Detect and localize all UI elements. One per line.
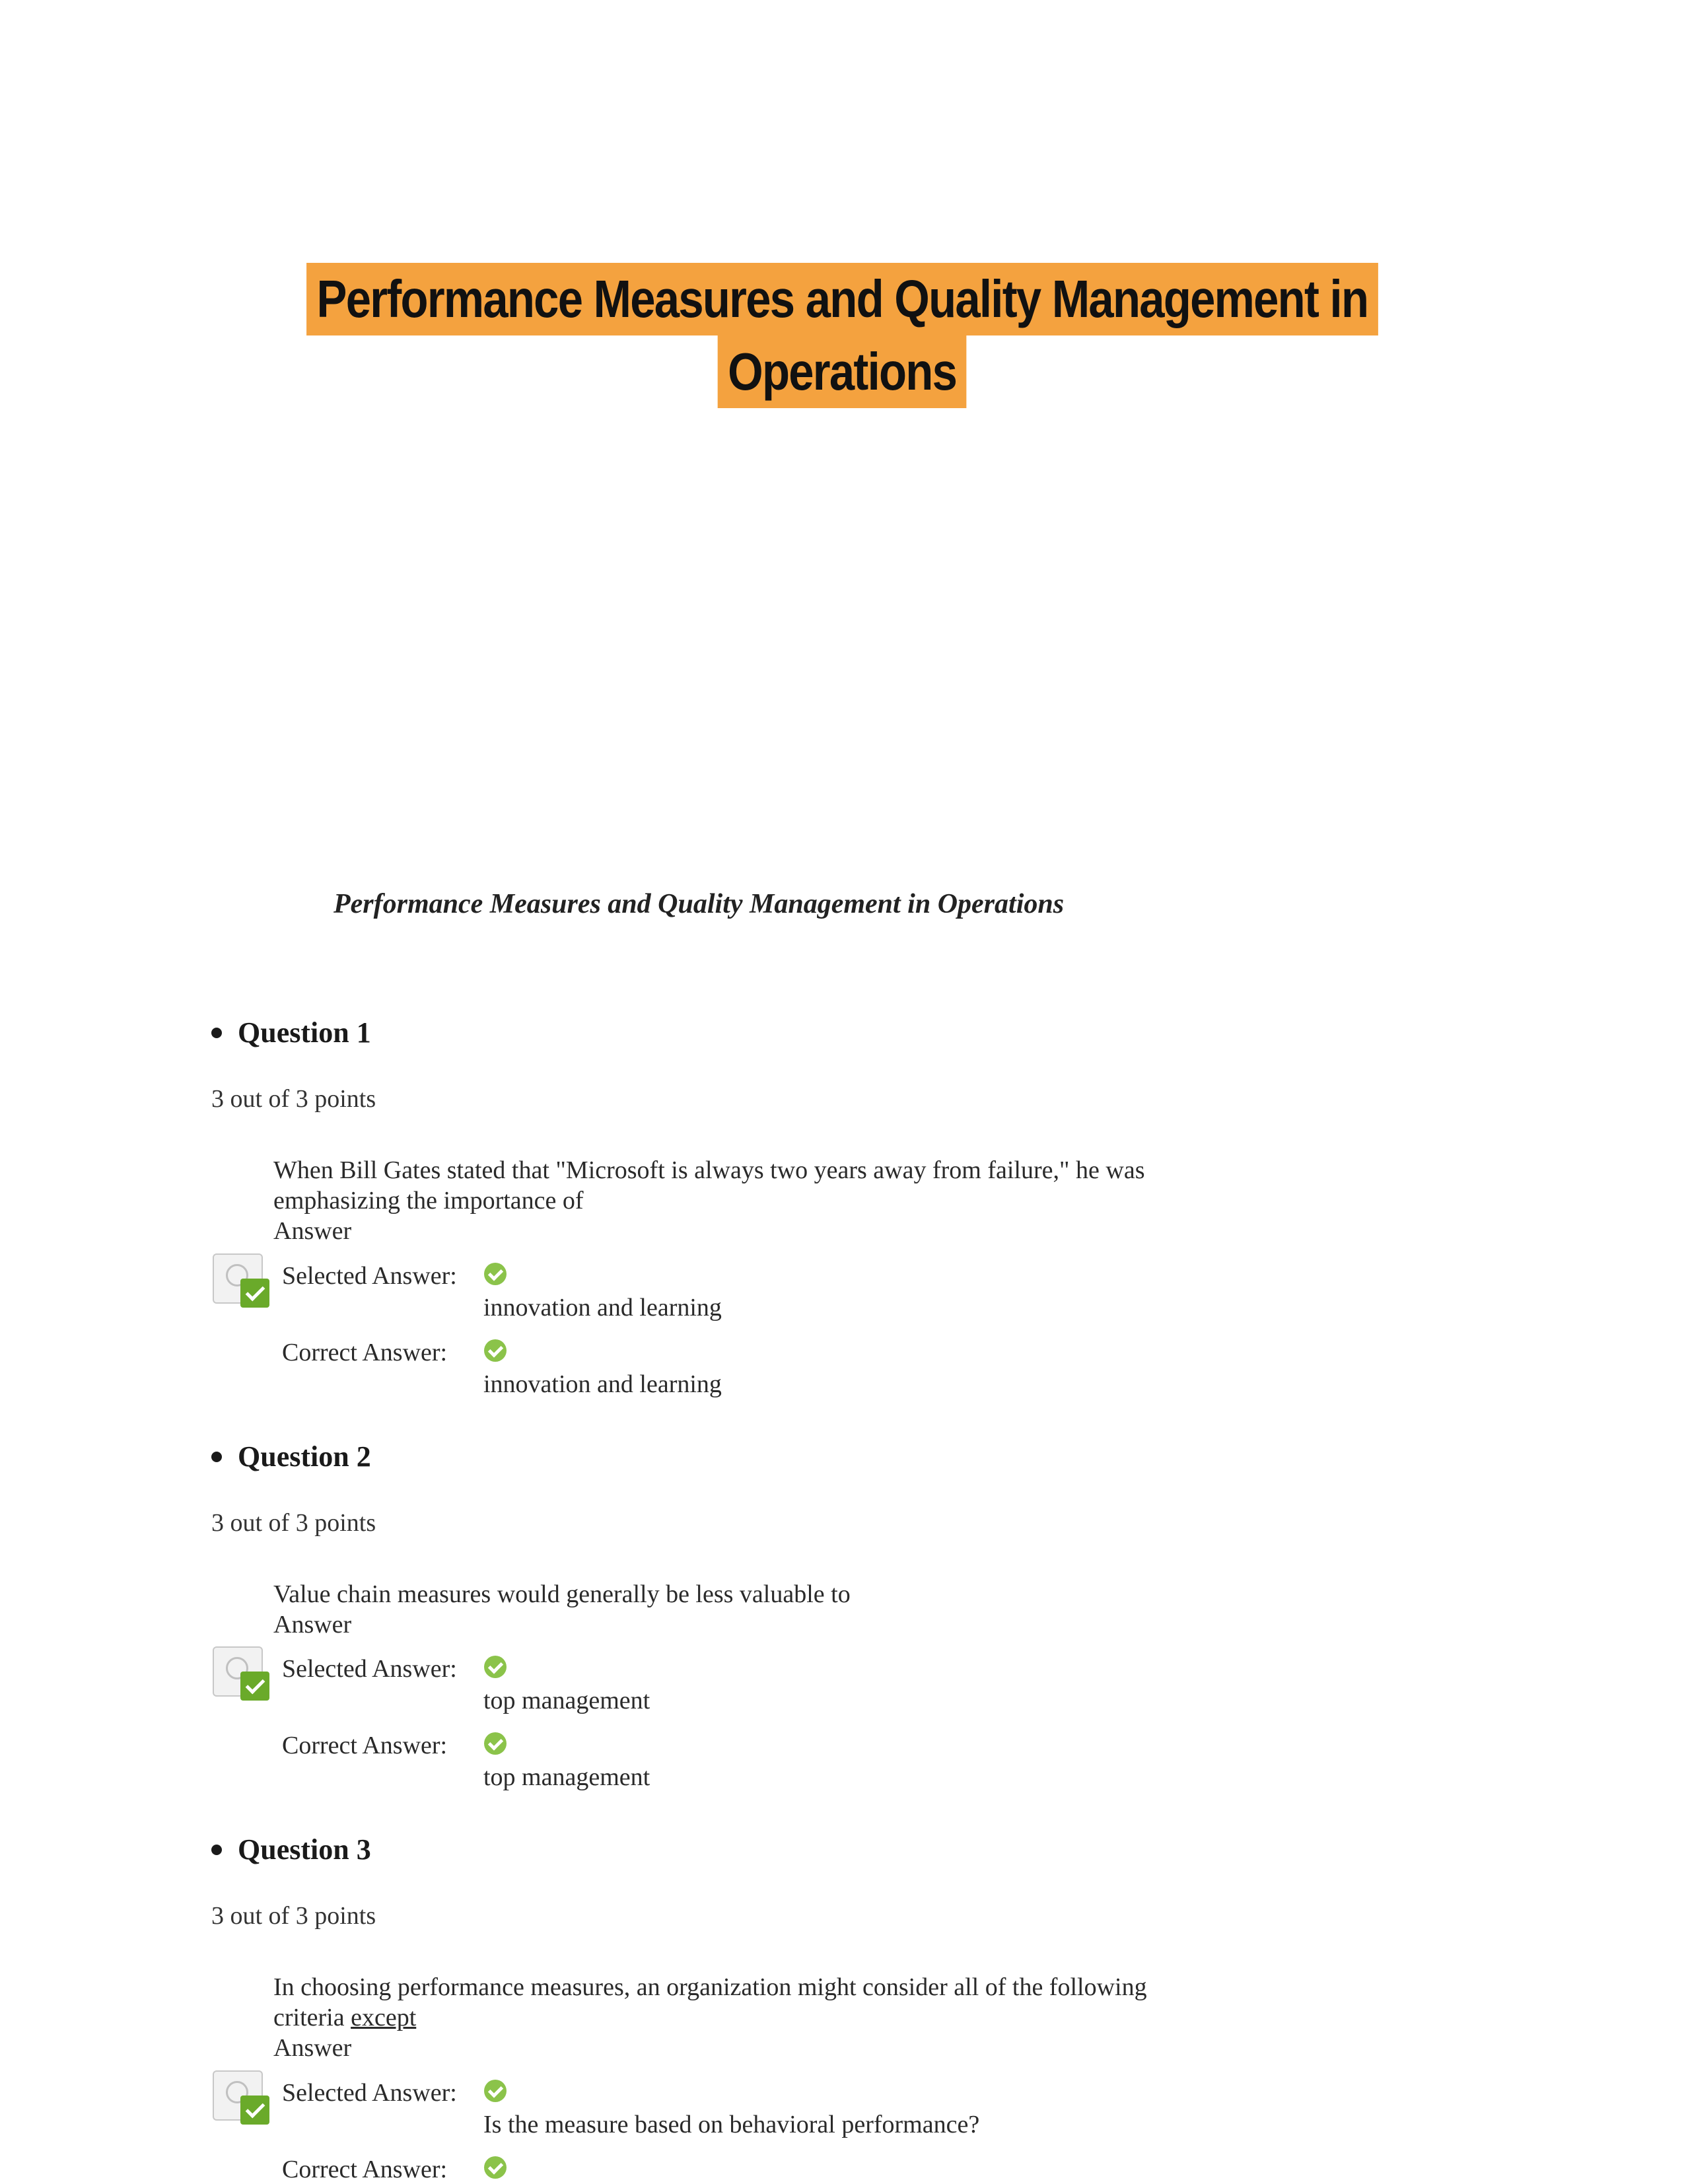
selected-answer-label: Selected Answer: xyxy=(282,1655,457,1683)
answer-heading: Answer xyxy=(273,2034,352,2062)
question-2-selected-answer: top management xyxy=(483,1687,650,1714)
question-1-correct-answer: innovation and learning xyxy=(483,1370,722,1398)
question-2-text-line-1: Value chain measures would generally be less valuable to xyxy=(273,1580,851,1608)
bullet-icon xyxy=(211,1452,222,1462)
question-3-keyword-except: except xyxy=(351,2004,417,2031)
document-title-banner xyxy=(0,263,1684,408)
correct-answer-label: Correct Answer: xyxy=(282,2156,448,2183)
check-icon xyxy=(484,1339,507,1362)
question-3-title: Question 3 xyxy=(238,1833,371,1866)
question-3-points: 3 out of 3 points xyxy=(211,1902,376,1930)
correct-status-icon xyxy=(211,1252,268,1309)
question-3-text-line-2 xyxy=(273,2002,1231,2033)
question-2-text xyxy=(273,1579,1231,1640)
question-1-text-line-2: emphasizing the importance of xyxy=(273,1187,584,1215)
question-1-heading xyxy=(211,1016,371,1049)
question-1-text xyxy=(273,1155,1231,1246)
question-2-points: 3 out of 3 points xyxy=(211,1509,376,1537)
bullet-icon xyxy=(211,1845,222,1855)
question-1-points: 3 out of 3 points xyxy=(211,1085,376,1113)
question-1-selected-answer: innovation and learning xyxy=(483,1294,722,1321)
question-2-title: Question 2 xyxy=(238,1440,371,1473)
correct-status-icon xyxy=(211,2069,268,2126)
question-3-heading xyxy=(211,1833,371,1866)
answer-heading: Answer xyxy=(273,1217,352,1245)
question-2-heading xyxy=(211,1440,371,1473)
selected-answer-label: Selected Answer: xyxy=(282,1262,457,1290)
question-1-title: Question 1 xyxy=(238,1016,371,1049)
bullet-icon xyxy=(211,1028,222,1038)
question-3-selected-answer: Is the measure based on behavioral performance? xyxy=(483,2111,980,2138)
check-icon xyxy=(484,1656,507,1678)
question-3-text-line-1: In choosing performance measures, an organization might consider all of the following xyxy=(273,1973,1147,2001)
question-2-correct-answer: top management xyxy=(483,1763,650,1791)
quiz-title: Performance Measures and Quality Management in Operations xyxy=(333,889,1065,919)
check-icon xyxy=(484,2080,507,2102)
check-icon xyxy=(484,2156,507,2179)
correct-status-icon xyxy=(211,1645,268,1702)
check-icon xyxy=(484,1732,507,1755)
answer-heading: Answer xyxy=(273,1611,352,1638)
question-3-text xyxy=(273,1972,1231,2063)
title-line-2: Operations xyxy=(718,335,967,408)
check-icon xyxy=(484,1263,507,1285)
title-line-1: Performance Measures and Quality Management in xyxy=(306,263,1378,335)
question-3-text-line-2-plain: criteria xyxy=(273,2004,351,2031)
question-1-text-line-1: When Bill Gates stated that "Microsoft is always two years away from failure," he was xyxy=(273,1156,1145,1184)
correct-answer-label: Correct Answer: xyxy=(282,1732,448,1759)
correct-answer-label: Correct Answer: xyxy=(282,1339,448,1366)
selected-answer-label: Selected Answer: xyxy=(282,2079,457,2107)
